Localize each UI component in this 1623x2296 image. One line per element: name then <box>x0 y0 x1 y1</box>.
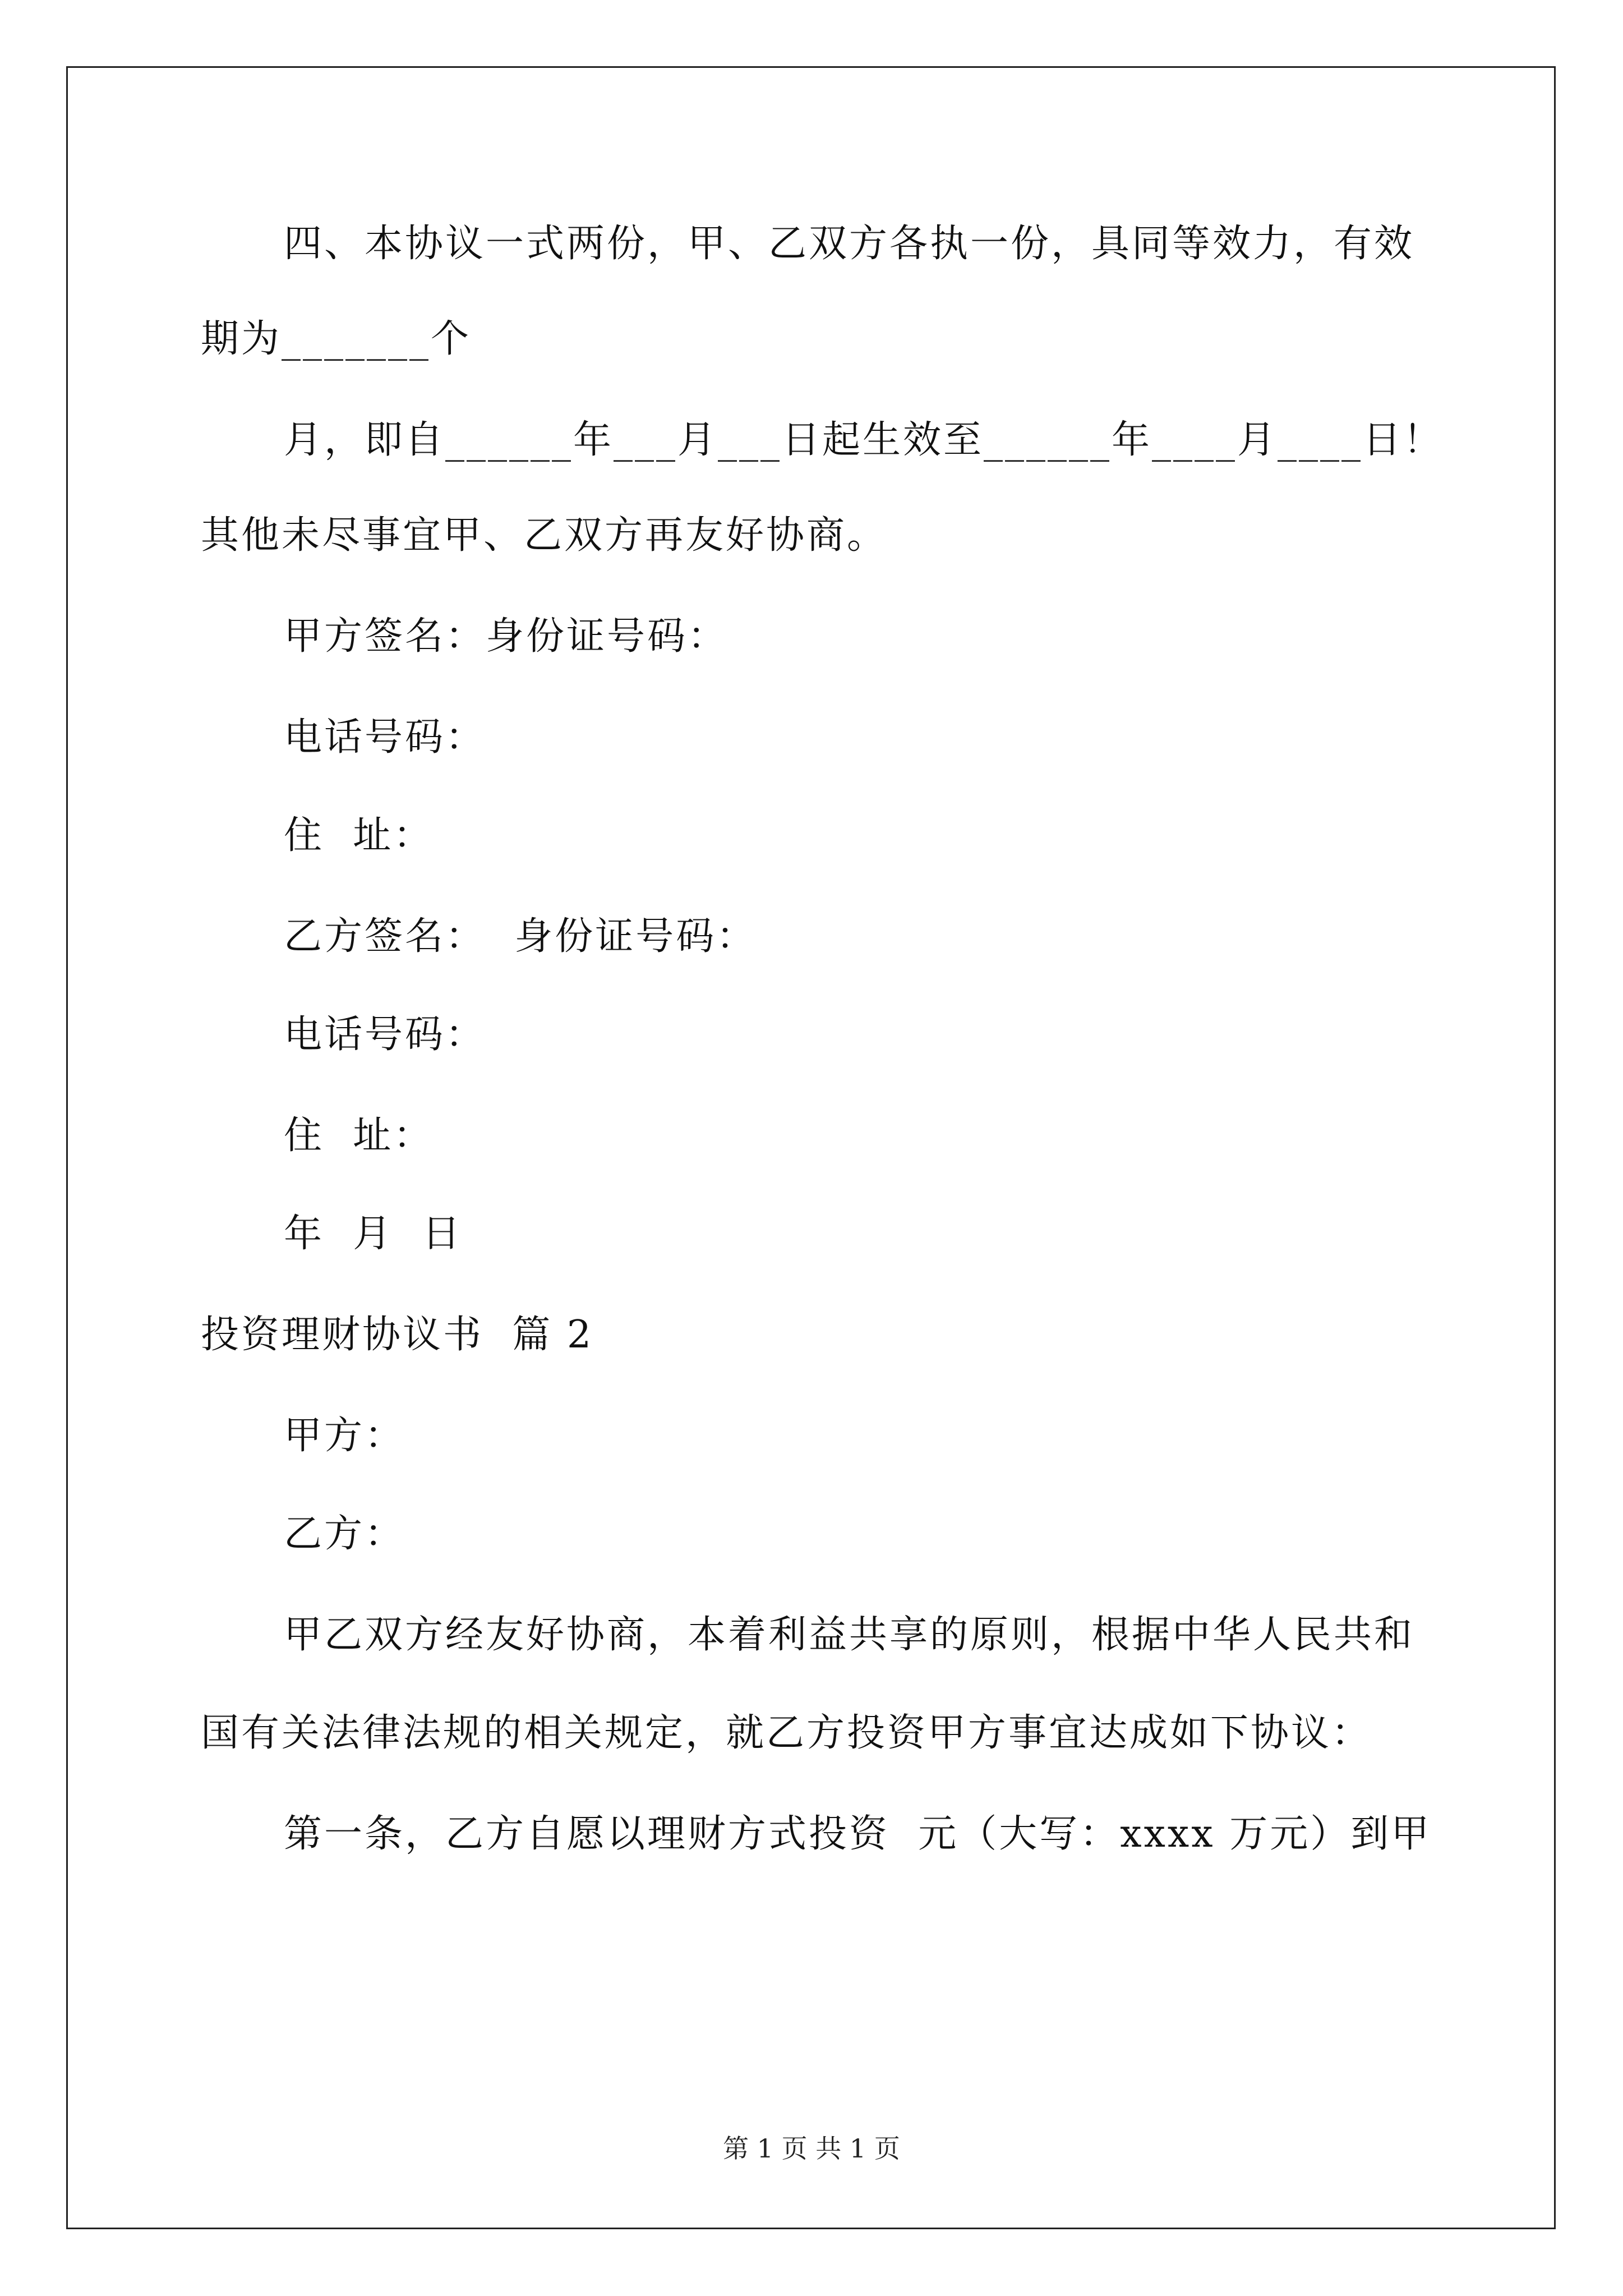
paragraph-line: 四、本协议一式两份，甲、乙双方各执一份，具同等效力，有效 <box>284 222 1415 266</box>
party-b-address-line: 住 址： <box>284 1114 434 1158</box>
paragraph-line: 国有关法律法规的相关规定，就乙方投资甲方事宜达成如下协议： <box>201 1711 1372 1755</box>
date-line: 年 月 日 <box>284 1212 463 1256</box>
party-b-line: 乙方： <box>284 1512 405 1556</box>
paragraph-line: 期为_______个 <box>201 317 472 361</box>
paragraph-line: 第一条，乙方自愿以理财方式投资 元（大写：xxxx 万元）到甲 <box>284 1812 1432 1856</box>
party-a-phone-line: 电话号码： <box>284 715 486 760</box>
party-b-phone-line: 电话号码： <box>284 1013 486 1057</box>
party-a-address-line: 住 址： <box>284 813 434 858</box>
paragraph-line: 甲乙双方经友好协商，本着利益共享的原则，根据中华人民共和 <box>284 1613 1415 1657</box>
party-b-signature-line: 乙方签名： 身份证号码： <box>284 914 757 959</box>
section-heading: 投资理财协议书 篇 2 <box>201 1313 594 1357</box>
paragraph-line: 其他未尽事宜甲、乙双方再友好协商。 <box>201 513 888 558</box>
party-a-signature-line: 甲方签名：身份证号码： <box>284 614 728 659</box>
party-a-line: 甲方： <box>284 1414 405 1458</box>
paragraph-line: 月，即自______年___月___日起生效至______年____月____日！ <box>284 418 1444 462</box>
page-number-footer: 第 1 页 共 1 页 <box>723 2133 900 2164</box>
